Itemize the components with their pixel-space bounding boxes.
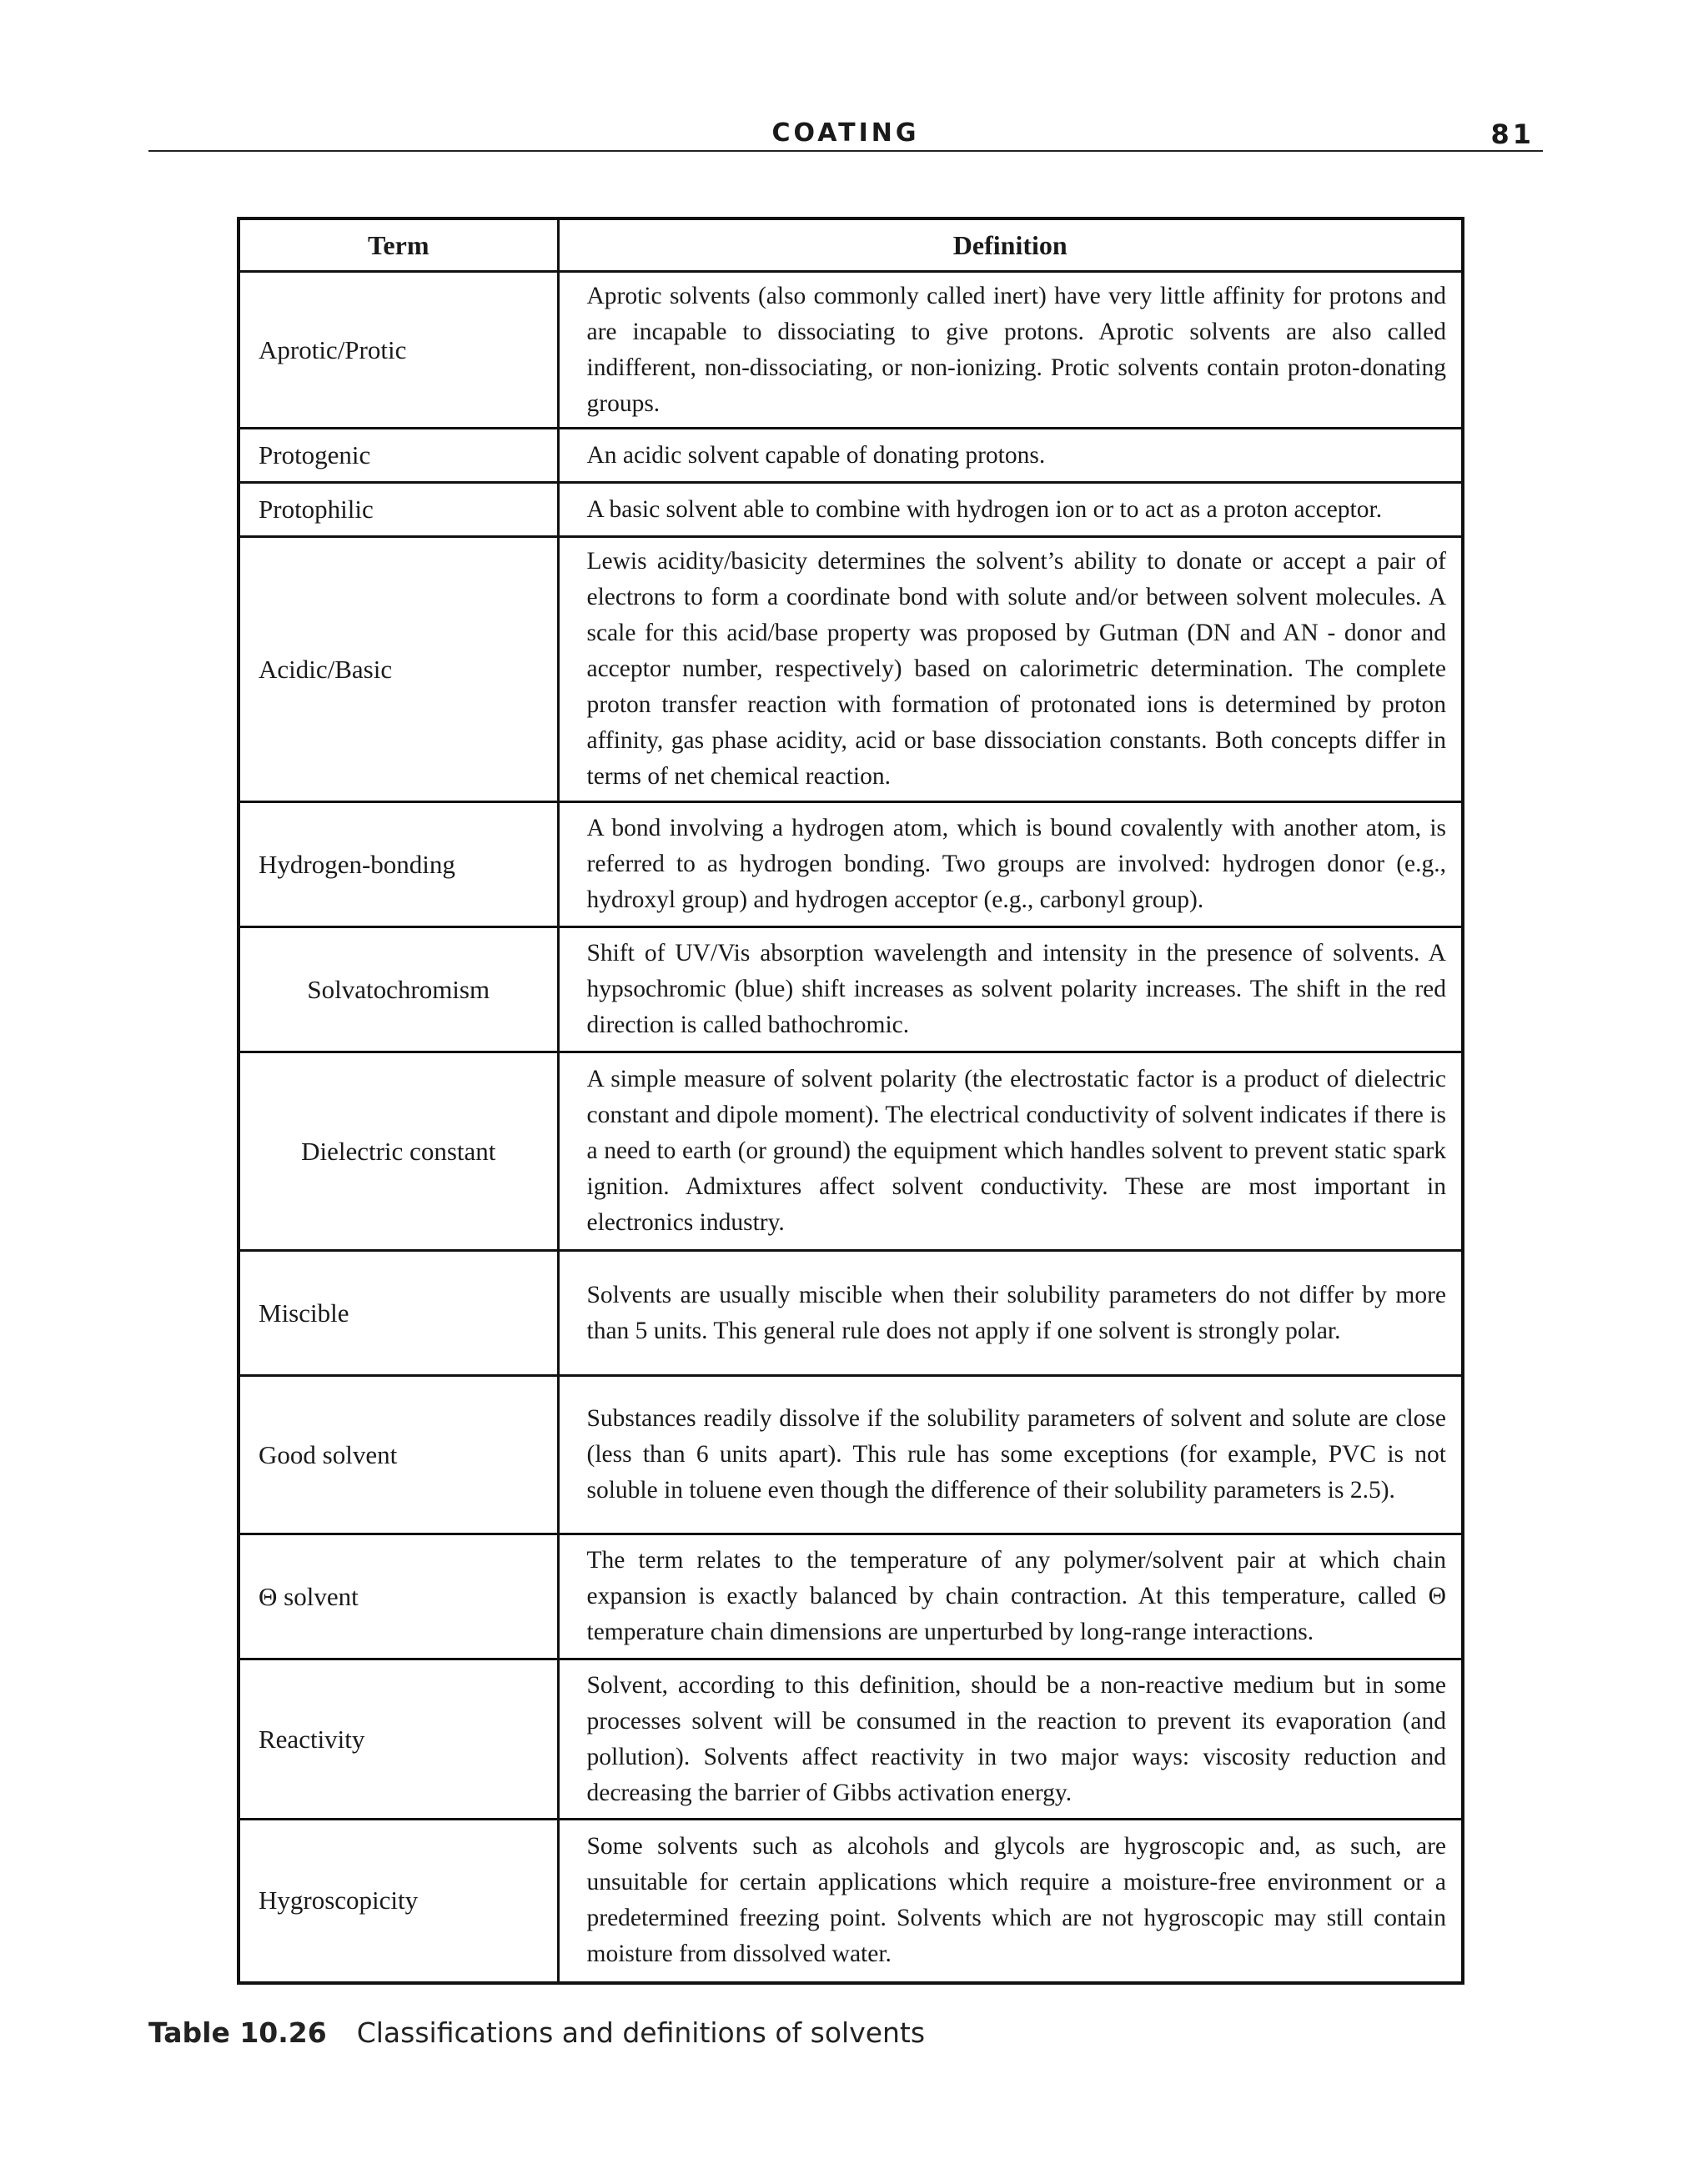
- table-caption-text: Classifications and definitions of solvents: [356, 2016, 926, 2049]
- definition-cell: Solvent, according to this definition, should be a non-reactive medium but in some processes solvent will be consumed in the reaction to prevent its evaporation (and pollution). Solvents affect reactivity in two major ways: viscosity reduction and decreasing the barrier of Gibbs activation energy.: [558, 1659, 1463, 1820]
- definition-cell: A basic solvent able to combine with hydrogen ion or to act as a proton acceptor.: [558, 483, 1463, 537]
- running-title: COATING: [771, 118, 920, 148]
- term-cell: Hydrogen-bonding: [239, 802, 558, 927]
- term-cell: Reactivity: [239, 1659, 558, 1820]
- definition-cell: The term relates to the temperature of any polymer/solvent pair at which chain expansion is exactly balanced by chain contraction. At this temperature, called Θ temperature chain dimensions are unperturbed by long-range interactions.: [558, 1534, 1463, 1659]
- page-number: 81: [1490, 118, 1535, 150]
- term-column-header: Term: [239, 218, 558, 272]
- table-row: [239, 1534, 1463, 1659]
- definition-cell: Some solvents such as alcohols and glycols are hygroscopic and, as such, are unsuitable for certain applications which require a moisture-free environment or a predetermined freezing point. Solvents which are not hygroscopic may still contain moisture from dissolved water.: [558, 1820, 1463, 1983]
- definition-cell: Aprotic solvents (also commonly called inert) have very little affinity for protons and are incapable to dissociating to give protons. Aprotic solvents are also called indifferent, non-dissociating, or non-ionizing. Protic solvents contain proton-donating groups.: [558, 272, 1463, 429]
- term-cell: Θ solvent: [239, 1534, 558, 1659]
- table-row: [239, 1052, 1463, 1251]
- term-cell: Good solvent: [239, 1376, 558, 1534]
- table-row: [239, 1659, 1463, 1820]
- table-row: [239, 272, 1463, 429]
- table-row: [239, 1820, 1463, 1983]
- definition-cell: An acidic solvent capable of donating protons.: [558, 429, 1463, 483]
- definition-cell: Shift of UV/Vis absorption wavelength and intensity in the presence of solvents. A hypsochromic (blue) shift increases as solvent polarity increases. The shift in the red direction is called bathochromic.: [558, 927, 1463, 1052]
- table-row: [239, 483, 1463, 537]
- definition-column-header: Definition: [558, 218, 1463, 272]
- solvent-definitions-table: [237, 217, 1464, 1985]
- term-cell: Aprotic/Protic: [239, 272, 558, 429]
- term-cell: Hygroscopicity: [239, 1820, 558, 1983]
- page-header: [148, 117, 1543, 152]
- table-row: [239, 537, 1463, 802]
- definition-cell: A bond involving a hydrogen atom, which is bound covalently with another atom, is referred to as hydrogen bonding. Two groups are involved: hydrogen donor (e.g., hydroxyl group) and hydrogen acceptor (e.g., carbonyl group).: [558, 802, 1463, 927]
- table-row: [239, 927, 1463, 1052]
- term-cell: Acidic/Basic: [239, 537, 558, 802]
- term-cell: Solvatochromism: [239, 927, 558, 1052]
- term-cell: Protophilic: [239, 483, 558, 537]
- table-row: [239, 429, 1463, 483]
- definition-cell: Lewis acidity/basicity determines the solvent’s ability to donate or accept a pair of electrons to form a coordinate bond with solute and/or between solvent molecules. A scale for this acid/base property was proposed by Gutman (DN and AN - donor and acceptor number, respectively) based on calorimetric determination. The complete proton transfer reaction with formation of protonated ions is determined by proton affinity, gas phase acidity, acid or base dissociation constants. Both concepts differ in terms of net chemical reaction.: [558, 537, 1463, 802]
- definition-cell: Substances readily dissolve if the solubility parameters of solvent and solute are close (less than 6 units apart). This rule has some exceptions (for example, PVC is not soluble in toluene even though the difference of their solubility parameters is 2.5).: [558, 1376, 1463, 1534]
- term-cell: Protogenic: [239, 429, 558, 483]
- term-cell: Dielectric constant: [239, 1052, 558, 1251]
- table-header-row: [239, 218, 1463, 272]
- table-row: [239, 802, 1463, 927]
- definition-cell: Solvents are usually miscible when their solubility parameters do not differ by more than 5 units. This general rule does not apply if one solvent is strongly polar.: [558, 1251, 1463, 1376]
- definition-cell: A simple measure of solvent polarity (the electrostatic factor is a product of dielectric constant and dipole moment). The electrical conductivity of solvent indicates if there is a need to earth (or ground) the equipment which handles solvent to prevent static spark ignition. Admixtures affect solvent conductivity. These are most important in electronics industry.: [558, 1052, 1463, 1251]
- table-row: [239, 1376, 1463, 1534]
- table-caption: [148, 2016, 925, 2049]
- term-cell: Miscible: [239, 1251, 558, 1376]
- table-row: [239, 1251, 1463, 1376]
- table-caption-label: Table 10.26: [148, 2016, 327, 2049]
